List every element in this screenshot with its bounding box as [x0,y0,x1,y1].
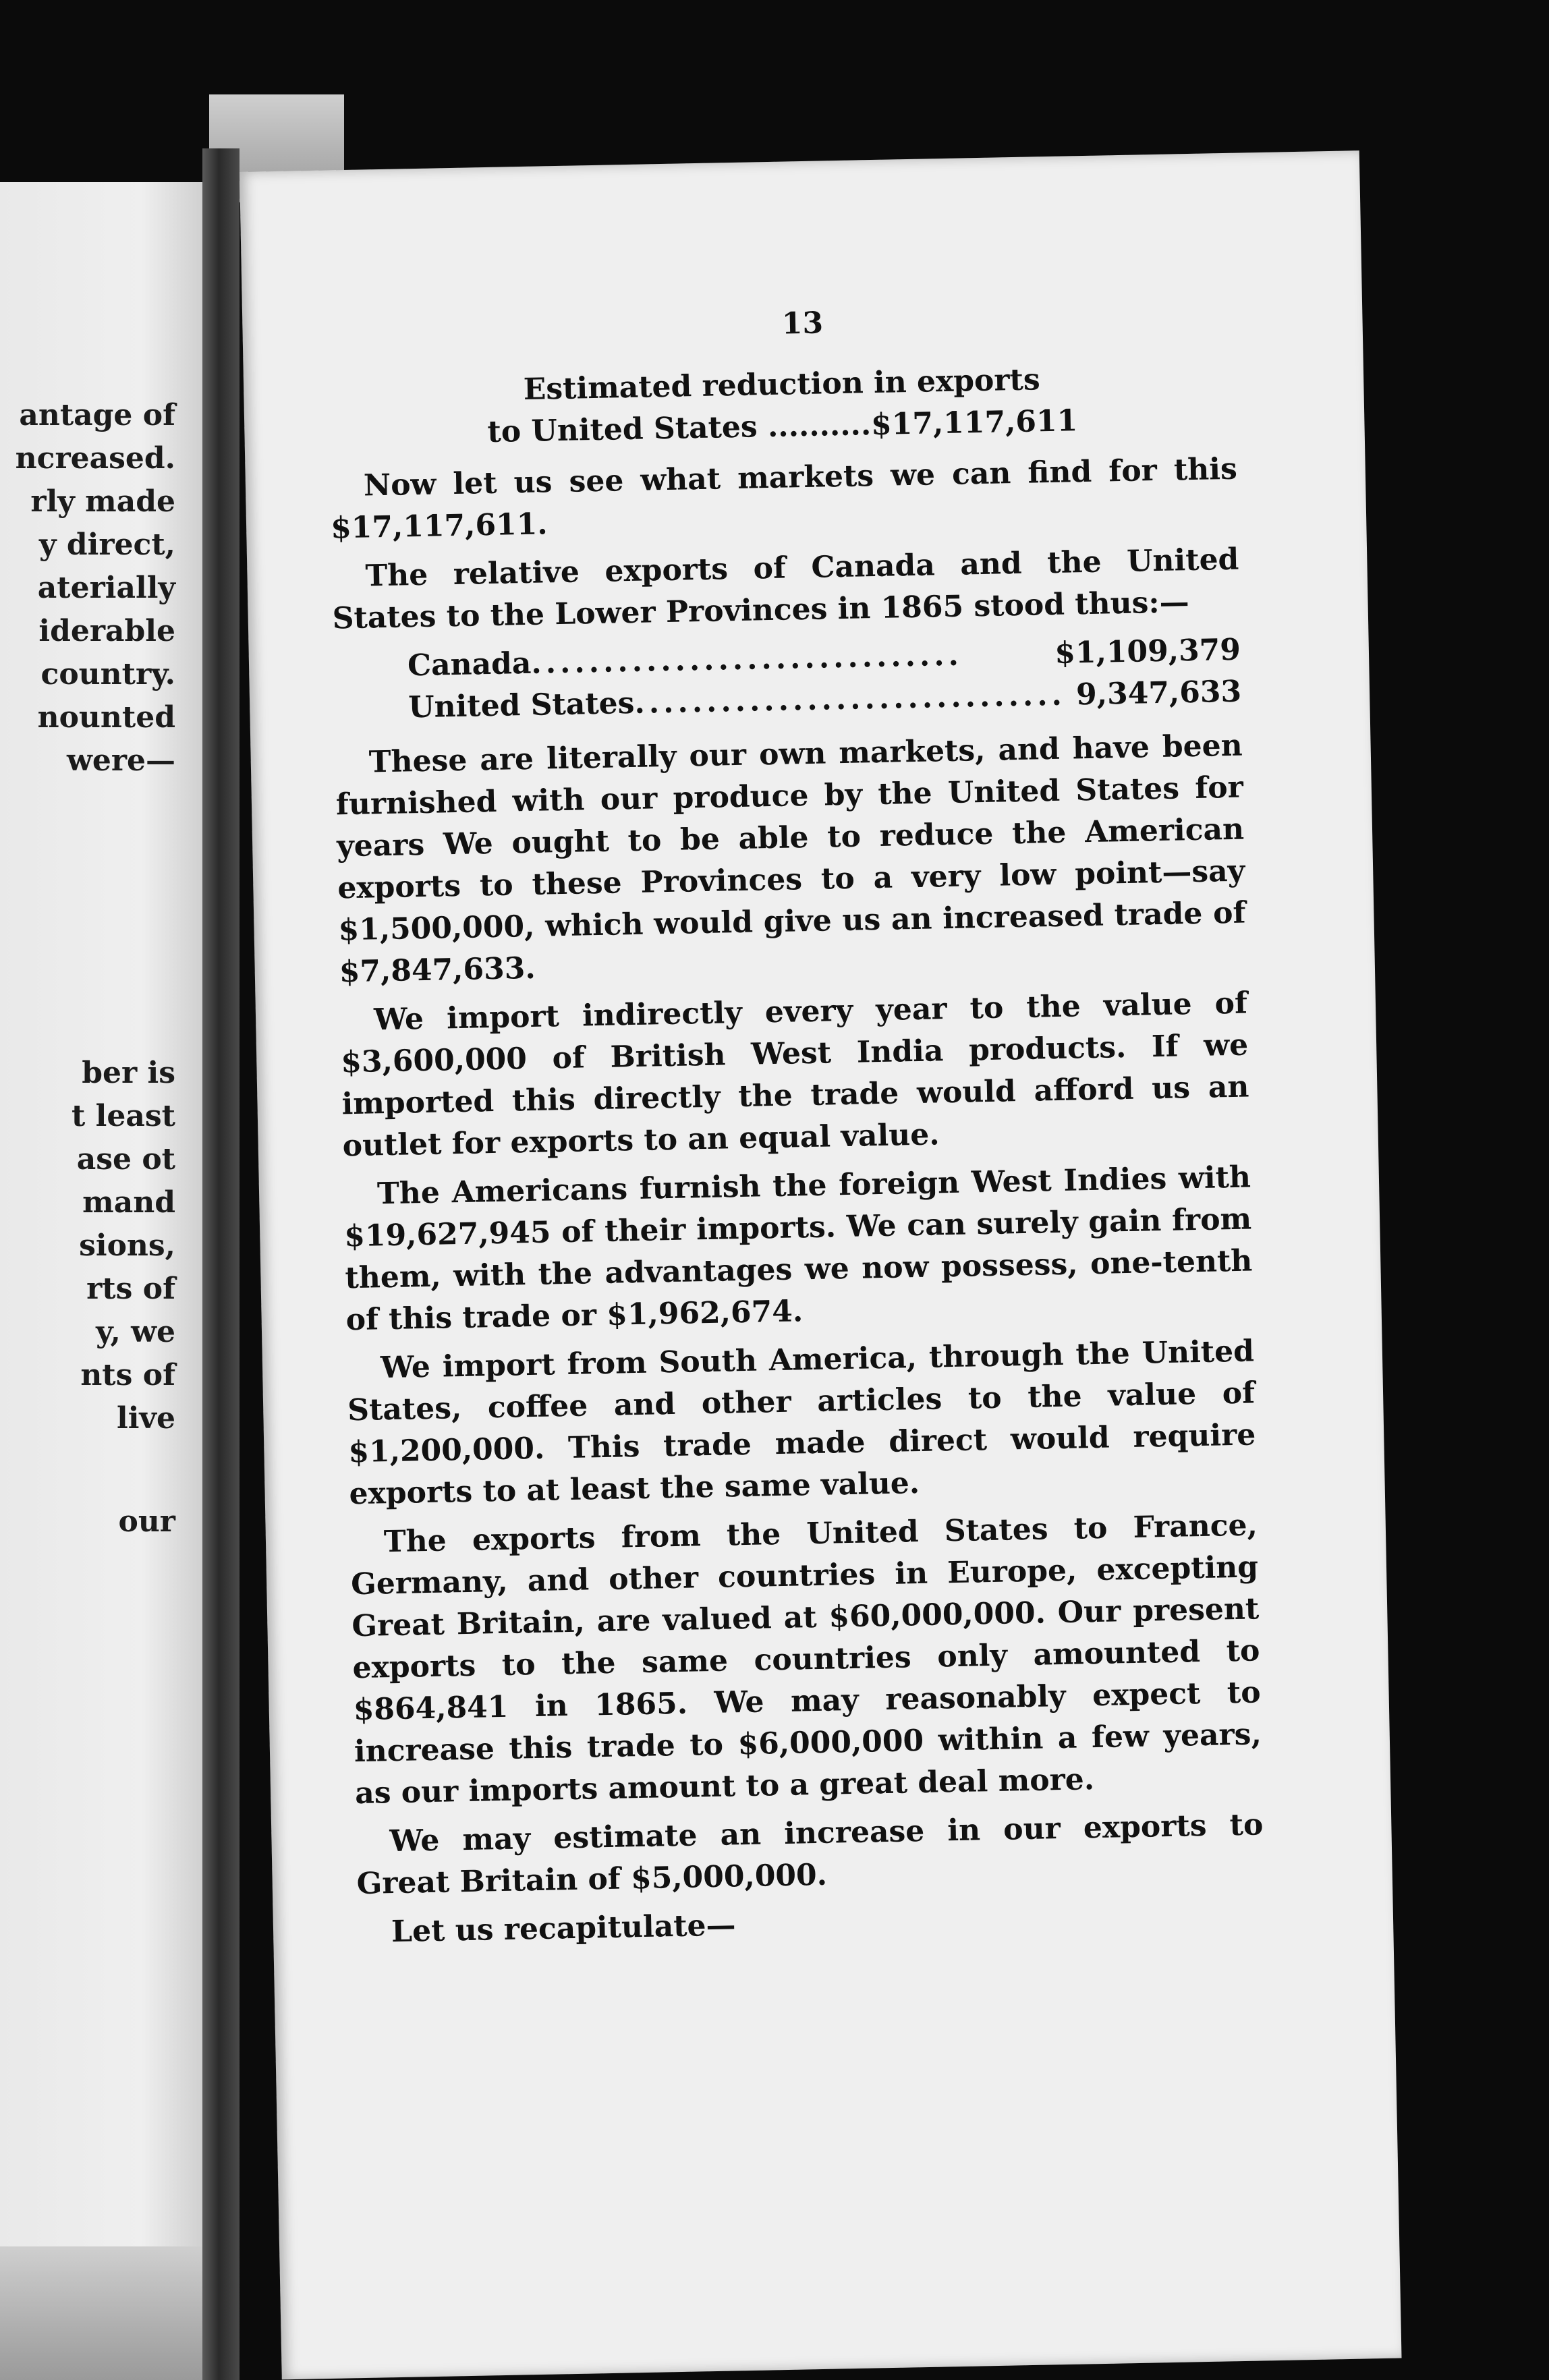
estimate-block [328,356,1237,457]
row-label: United States [407,685,635,725]
left-line: sions, [79,1228,175,1263]
left-line: aterially [37,571,175,605]
left-line: were— [66,743,175,778]
estimate-label: to United States [487,409,758,450]
left-line: ase ot [76,1142,175,1177]
right-page [240,150,1402,2379]
row-amount: 9,347,633 [1075,674,1242,712]
left-line: live [117,1401,175,1436]
left-line: iderable [38,614,175,648]
left-line: nts of [80,1358,175,1392]
estimate-amount: $17,117,611 [870,403,1078,443]
page-number: 13 [781,306,824,341]
left-line: our [118,1504,175,1539]
left-line: nounted [37,700,175,735]
left-line: y direct, [39,528,175,562]
left-line: y, we [96,1315,175,1349]
row-label: Canada [407,646,532,683]
left-line: ncreased. [15,441,175,476]
page-body [328,356,1266,1960]
left-line: rly made [30,484,175,519]
paragraph: We import from South America, through the United States, coffee and other articles to the value of $1,200,000. This trade made direct would require exports to at least the same value. [347,1334,1256,1512]
exports-table [333,629,1242,731]
left-line: mand [82,1185,175,1220]
paragraph: We import indirectly every year to the value of $3,600,000 of British West India products. If we imported this directly the trade would afford us an outlet for exports to an equal value. [340,986,1249,1164]
left-page [0,182,202,2380]
left-line: t least [72,1099,175,1133]
left-line: country. [40,657,175,691]
paragraph: Let us recapitulate— [391,1908,736,1950]
estimate-dots: .......... [767,407,872,445]
paragraph: We may estimate an increase in our exports to Great Britain of $5,000,000. [356,1807,1264,1902]
paragraph: These are literally our own markets, and have been furnished with our produce by the United States for years We ought to be able to reduce the American exports to these Provinces to a very low point—say $1,500,000, which would give us an increased trade of $7,847,633. [335,728,1246,990]
estimate-line-1: Estimated reduction in exports [523,362,1041,407]
book-binding [202,148,240,2380]
left-line: rts of [86,1272,175,1306]
left-line: ber is [82,1056,175,1090]
paragraph-markets: Now let us see what markets we can find for this $17,117,611. [330,451,1238,546]
row-amount: $1,109,379 [1054,632,1241,671]
paragraph: The exports from the United States to France, Germany, and other countries in Europe, excepting Great Britain, are valued at $60,000,000. Our present exports to the same countries only amounted to $864,841 in 1865. We may reasonably expect to increase this trade to $6,000,000 within a few years, as our imports amount to a great deal more. [350,1508,1262,1811]
row-dots: .............................. [530,638,963,681]
binding-tab-bottom [0,2246,229,2380]
row-dots: .............................. [633,677,1067,720]
paragraph-relative-exports: The relative exports of Canada and the United States to the Lower Provinces in 1865 stood thus:— [332,542,1239,636]
paragraph: The Americans furnish the foreign West Indies with $19,627,945 of their imports. We can surely gain from them, with the advantages we now possess, one-tenth of this trade or $1,962,674. [343,1160,1253,1338]
left-line: antage of [19,398,175,432]
